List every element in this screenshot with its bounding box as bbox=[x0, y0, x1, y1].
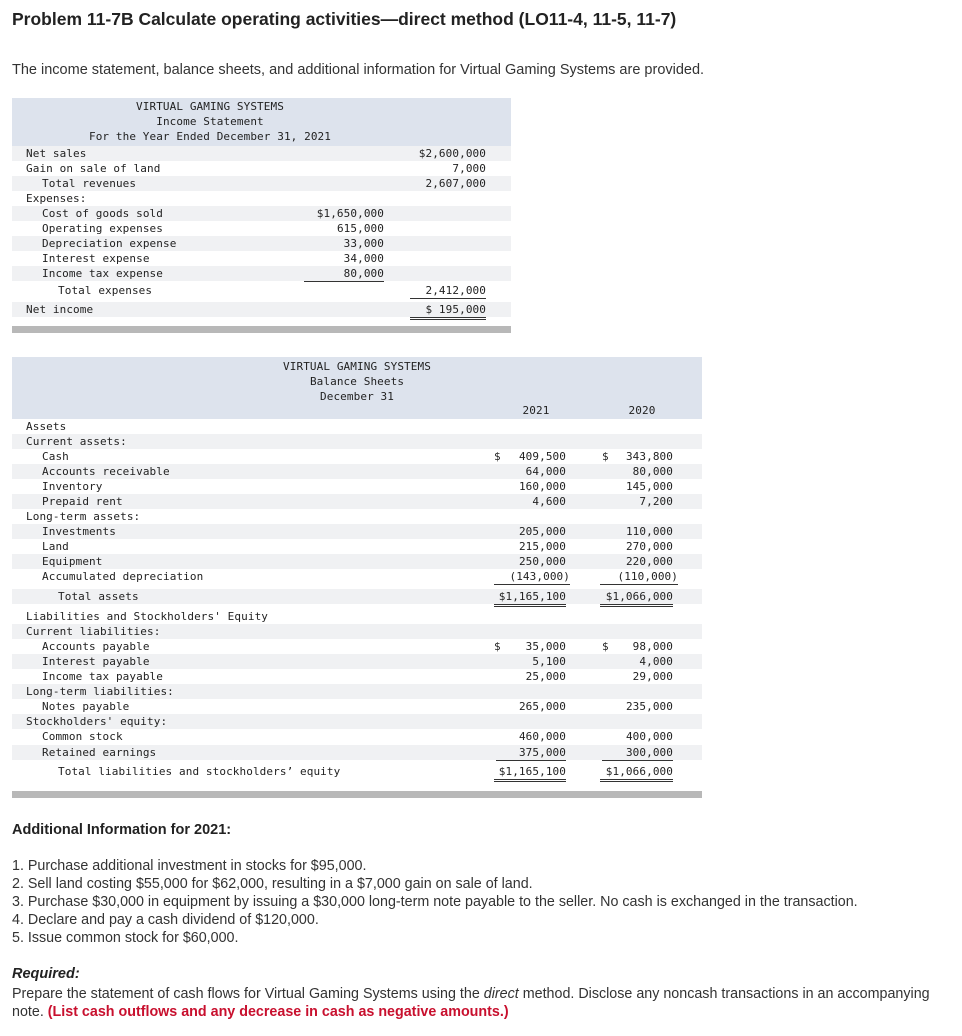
bs-col-2020: 2020 bbox=[628, 404, 656, 417]
required-instruction: (List cash outflows and any decrease in cash as negative amounts.) bbox=[47, 1004, 509, 1020]
bs-row-land bbox=[12, 539, 702, 554]
bs-value-2020: 80,000 bbox=[632, 465, 673, 478]
bs-label: Interest payable bbox=[42, 655, 150, 668]
is-row-expense bbox=[12, 221, 511, 236]
bs-label: Income tax payable bbox=[42, 670, 164, 683]
bs-value-2020: 7,200 bbox=[639, 495, 673, 508]
bs-value-2020: 300,000 bbox=[602, 745, 673, 761]
bs-row-income-tax-payable bbox=[12, 669, 702, 684]
bs-value-2020: 110,000 bbox=[625, 525, 673, 538]
bs-value-2020: 400,000 bbox=[625, 730, 673, 743]
bs-value-2020: 343,800 bbox=[625, 450, 673, 463]
bs-row-long-term-liabilities-heading bbox=[12, 684, 702, 699]
bs-label: Liabilities and Stockholders' Equity bbox=[26, 610, 269, 623]
bs-label: Retained earnings bbox=[42, 746, 157, 759]
is-label: Net sales bbox=[26, 147, 87, 160]
bs-dollar-2021: $ bbox=[494, 640, 501, 653]
bs-row-prepaid-rent bbox=[12, 494, 702, 509]
bs-row-stockholders-equity-heading bbox=[12, 714, 702, 729]
bs-row-current-liabilities-heading bbox=[12, 624, 702, 639]
bs-label: Equipment bbox=[42, 555, 103, 568]
additional-info-item: 5. Issue common stock for $60,000. bbox=[12, 930, 239, 946]
bs-label: Accumulated depreciation bbox=[42, 570, 204, 583]
bs-value-2021: 5,100 bbox=[532, 655, 566, 668]
bs-label: Cash bbox=[42, 450, 69, 463]
required-text-part: Prepare the statement of cash flows for Virtual Gaming Systems using the bbox=[12, 986, 484, 1002]
bs-company-name: VIRTUAL GAMING SYSTEMS bbox=[283, 360, 431, 373]
bs-value-2020: 145,000 bbox=[625, 480, 673, 493]
additional-info-list bbox=[12, 857, 858, 947]
bs-value-2021: 215,000 bbox=[518, 540, 566, 553]
is-row-expense bbox=[12, 236, 511, 251]
bs-label: Current liabilities: bbox=[26, 625, 161, 638]
additional-info-item: 1. Purchase additional investment in stocks for $95,000. bbox=[12, 858, 367, 874]
bs-row-total-assets bbox=[12, 589, 702, 604]
bs-row-total-liab-equity bbox=[12, 764, 702, 779]
bs-dollar-2021: $ bbox=[494, 450, 501, 463]
bs-row-long-term-assets-heading bbox=[12, 509, 702, 524]
bs-label: Investments bbox=[42, 525, 116, 538]
required-text-part: method. Disclose any noncash transactions in an accompanying note. bbox=[12, 986, 930, 1020]
bs-row-equipment bbox=[12, 554, 702, 569]
bs-value-2021: 375,000 bbox=[496, 745, 566, 761]
bs-value-2021: 265,000 bbox=[518, 700, 566, 713]
bs-value-2021: 64,000 bbox=[525, 465, 566, 478]
is-value: 2,607,000 bbox=[425, 177, 486, 190]
additional-info-title: Additional Information for 2021: bbox=[12, 822, 232, 838]
bs-row-notes-payable bbox=[12, 699, 702, 714]
income-statement-header bbox=[12, 98, 511, 146]
bs-label: Stockholders' equity: bbox=[26, 715, 168, 728]
is-period: For the Year Ended December 31, 2021 bbox=[88, 130, 331, 143]
is-row-expense bbox=[12, 266, 511, 281]
is-value: 2,412,000 bbox=[410, 283, 486, 299]
bs-row-liab-equity-heading bbox=[12, 609, 702, 624]
bs-value-2020: 98,000 bbox=[632, 640, 673, 653]
bs-row-interest-payable bbox=[12, 654, 702, 669]
required-title: Required: bbox=[12, 966, 80, 982]
required-text-italic: direct bbox=[483, 986, 519, 1002]
bs-date: December 31 bbox=[320, 390, 394, 403]
is-label: Expenses: bbox=[26, 192, 87, 205]
is-label: Total revenues bbox=[42, 177, 137, 190]
is-value: 33,000 bbox=[343, 237, 384, 250]
bs-value-2021: 160,000 bbox=[518, 480, 566, 493]
bs-value-2021: 409,500 bbox=[518, 450, 566, 463]
bs-value-2021: $1,165,100 bbox=[494, 589, 566, 607]
bs-label: Long-term assets: bbox=[26, 510, 141, 523]
bs-value-2020: 235,000 bbox=[625, 700, 673, 713]
bs-label: Notes payable bbox=[42, 700, 130, 713]
bs-row-current-assets-heading bbox=[12, 434, 702, 449]
bs-value-2020: $1,066,000 bbox=[600, 589, 673, 607]
bs-label: Prepaid rent bbox=[42, 495, 123, 508]
bs-value-2020: $1,066,000 bbox=[600, 764, 673, 782]
income-statement-table bbox=[12, 98, 511, 334]
balance-sheet-header bbox=[12, 357, 702, 419]
bs-dollar-2020: $ bbox=[602, 450, 609, 463]
bs-value-2020: 220,000 bbox=[625, 555, 673, 568]
additional-info-item: 4. Declare and pay a cash dividend of $120,000. bbox=[12, 912, 319, 928]
bs-col-2021: 2021 bbox=[522, 404, 550, 417]
is-label: Net income bbox=[26, 303, 94, 316]
is-value: 80,000 bbox=[304, 266, 384, 282]
is-row-net-income bbox=[12, 302, 511, 317]
additional-info-item: 3. Purchase $30,000 in equipment by issuing a $30,000 long-term note payable to the seller. No cash is exchanged in the transaction. bbox=[12, 894, 858, 910]
balance-sheet-table bbox=[12, 357, 702, 798]
bs-value-2020: 270,000 bbox=[625, 540, 673, 553]
bs-row-accounts-receivable bbox=[12, 464, 702, 479]
is-value: $2,600,000 bbox=[418, 147, 486, 160]
bs-bottom-bar bbox=[12, 791, 702, 798]
bs-value-2020: 4,000 bbox=[639, 655, 673, 668]
bs-row-common-stock bbox=[12, 729, 702, 744]
bs-value-2021: 25,000 bbox=[525, 670, 566, 683]
is-label: Income tax expense bbox=[42, 267, 164, 280]
problem-title: Problem 11-7B Calculate operating activities—direct method (LO11-4, 11-5, 11-7) bbox=[12, 9, 677, 29]
bs-label: Land bbox=[42, 540, 69, 553]
bs-label: Common stock bbox=[42, 730, 123, 743]
is-label: Interest expense bbox=[42, 252, 150, 265]
is-statement-name: Income Statement bbox=[156, 115, 264, 128]
bs-row-accounts-payable bbox=[12, 639, 702, 654]
bs-row-accumulated-depreciation bbox=[12, 569, 702, 584]
bs-row-investments bbox=[12, 524, 702, 539]
is-value: $1,650,000 bbox=[316, 207, 384, 220]
bs-label: Accounts receivable bbox=[42, 465, 170, 478]
bs-label: Current assets: bbox=[26, 435, 127, 448]
bs-value-2020: 29,000 bbox=[632, 670, 673, 683]
is-row-gain bbox=[12, 161, 511, 176]
intro-text: The income statement, balance sheets, and additional information for Virtual Gaming Systems are provided. bbox=[12, 62, 705, 78]
required-text bbox=[12, 985, 952, 1021]
is-company-name: VIRTUAL GAMING SYSTEMS bbox=[136, 100, 284, 113]
bs-value-2021: 250,000 bbox=[518, 555, 566, 568]
is-value: 34,000 bbox=[343, 252, 384, 265]
bs-label: Assets bbox=[26, 420, 67, 433]
bs-value-2021: 460,000 bbox=[518, 730, 566, 743]
bs-row-assets-heading bbox=[12, 419, 702, 434]
bs-value-2020: (110,000) bbox=[600, 569, 678, 585]
bs-dollar-2020: $ bbox=[602, 640, 609, 653]
is-value: 615,000 bbox=[336, 222, 384, 235]
is-label: Depreciation expense bbox=[42, 237, 177, 250]
bs-row-cash bbox=[12, 449, 702, 464]
bs-value-2021: 205,000 bbox=[518, 525, 566, 538]
bs-statement-name: Balance Sheets bbox=[309, 375, 405, 388]
is-bottom-bar bbox=[12, 326, 511, 333]
is-row-net-sales bbox=[12, 146, 511, 161]
bs-row-inventory bbox=[12, 479, 702, 494]
is-value: 7,000 bbox=[410, 161, 486, 177]
bs-row-retained-earnings bbox=[12, 745, 702, 760]
bs-value-2021: 35,000 bbox=[525, 640, 566, 653]
bs-value-2021: 4,600 bbox=[532, 495, 566, 508]
is-row-expense bbox=[12, 206, 511, 221]
bs-label: Accounts payable bbox=[42, 640, 150, 653]
bs-value-2021: $1,165,100 bbox=[494, 764, 566, 782]
is-row-total-revenues bbox=[12, 176, 511, 191]
is-label: Gain on sale of land bbox=[26, 162, 161, 175]
is-row-total-expenses bbox=[12, 283, 511, 298]
is-label: Cost of goods sold bbox=[42, 207, 164, 220]
additional-info-item: 2. Sell land costing $55,000 for $62,000, resulting in a $7,000 gain on sale of land. bbox=[12, 876, 533, 892]
bs-value-2021: (143,000) bbox=[494, 569, 570, 585]
is-label: Operating expenses bbox=[42, 222, 164, 235]
is-value: $ 195,000 bbox=[410, 302, 486, 320]
bs-label: Inventory bbox=[42, 480, 103, 493]
is-row-expenses-heading bbox=[12, 191, 511, 206]
bs-label: Total liabilities and stockholders’ equity bbox=[58, 765, 341, 778]
bs-label: Total assets bbox=[58, 590, 139, 603]
is-label: Total expenses bbox=[58, 284, 153, 297]
is-row-expense bbox=[12, 251, 511, 266]
bs-label: Long-term liabilities: bbox=[26, 685, 174, 698]
